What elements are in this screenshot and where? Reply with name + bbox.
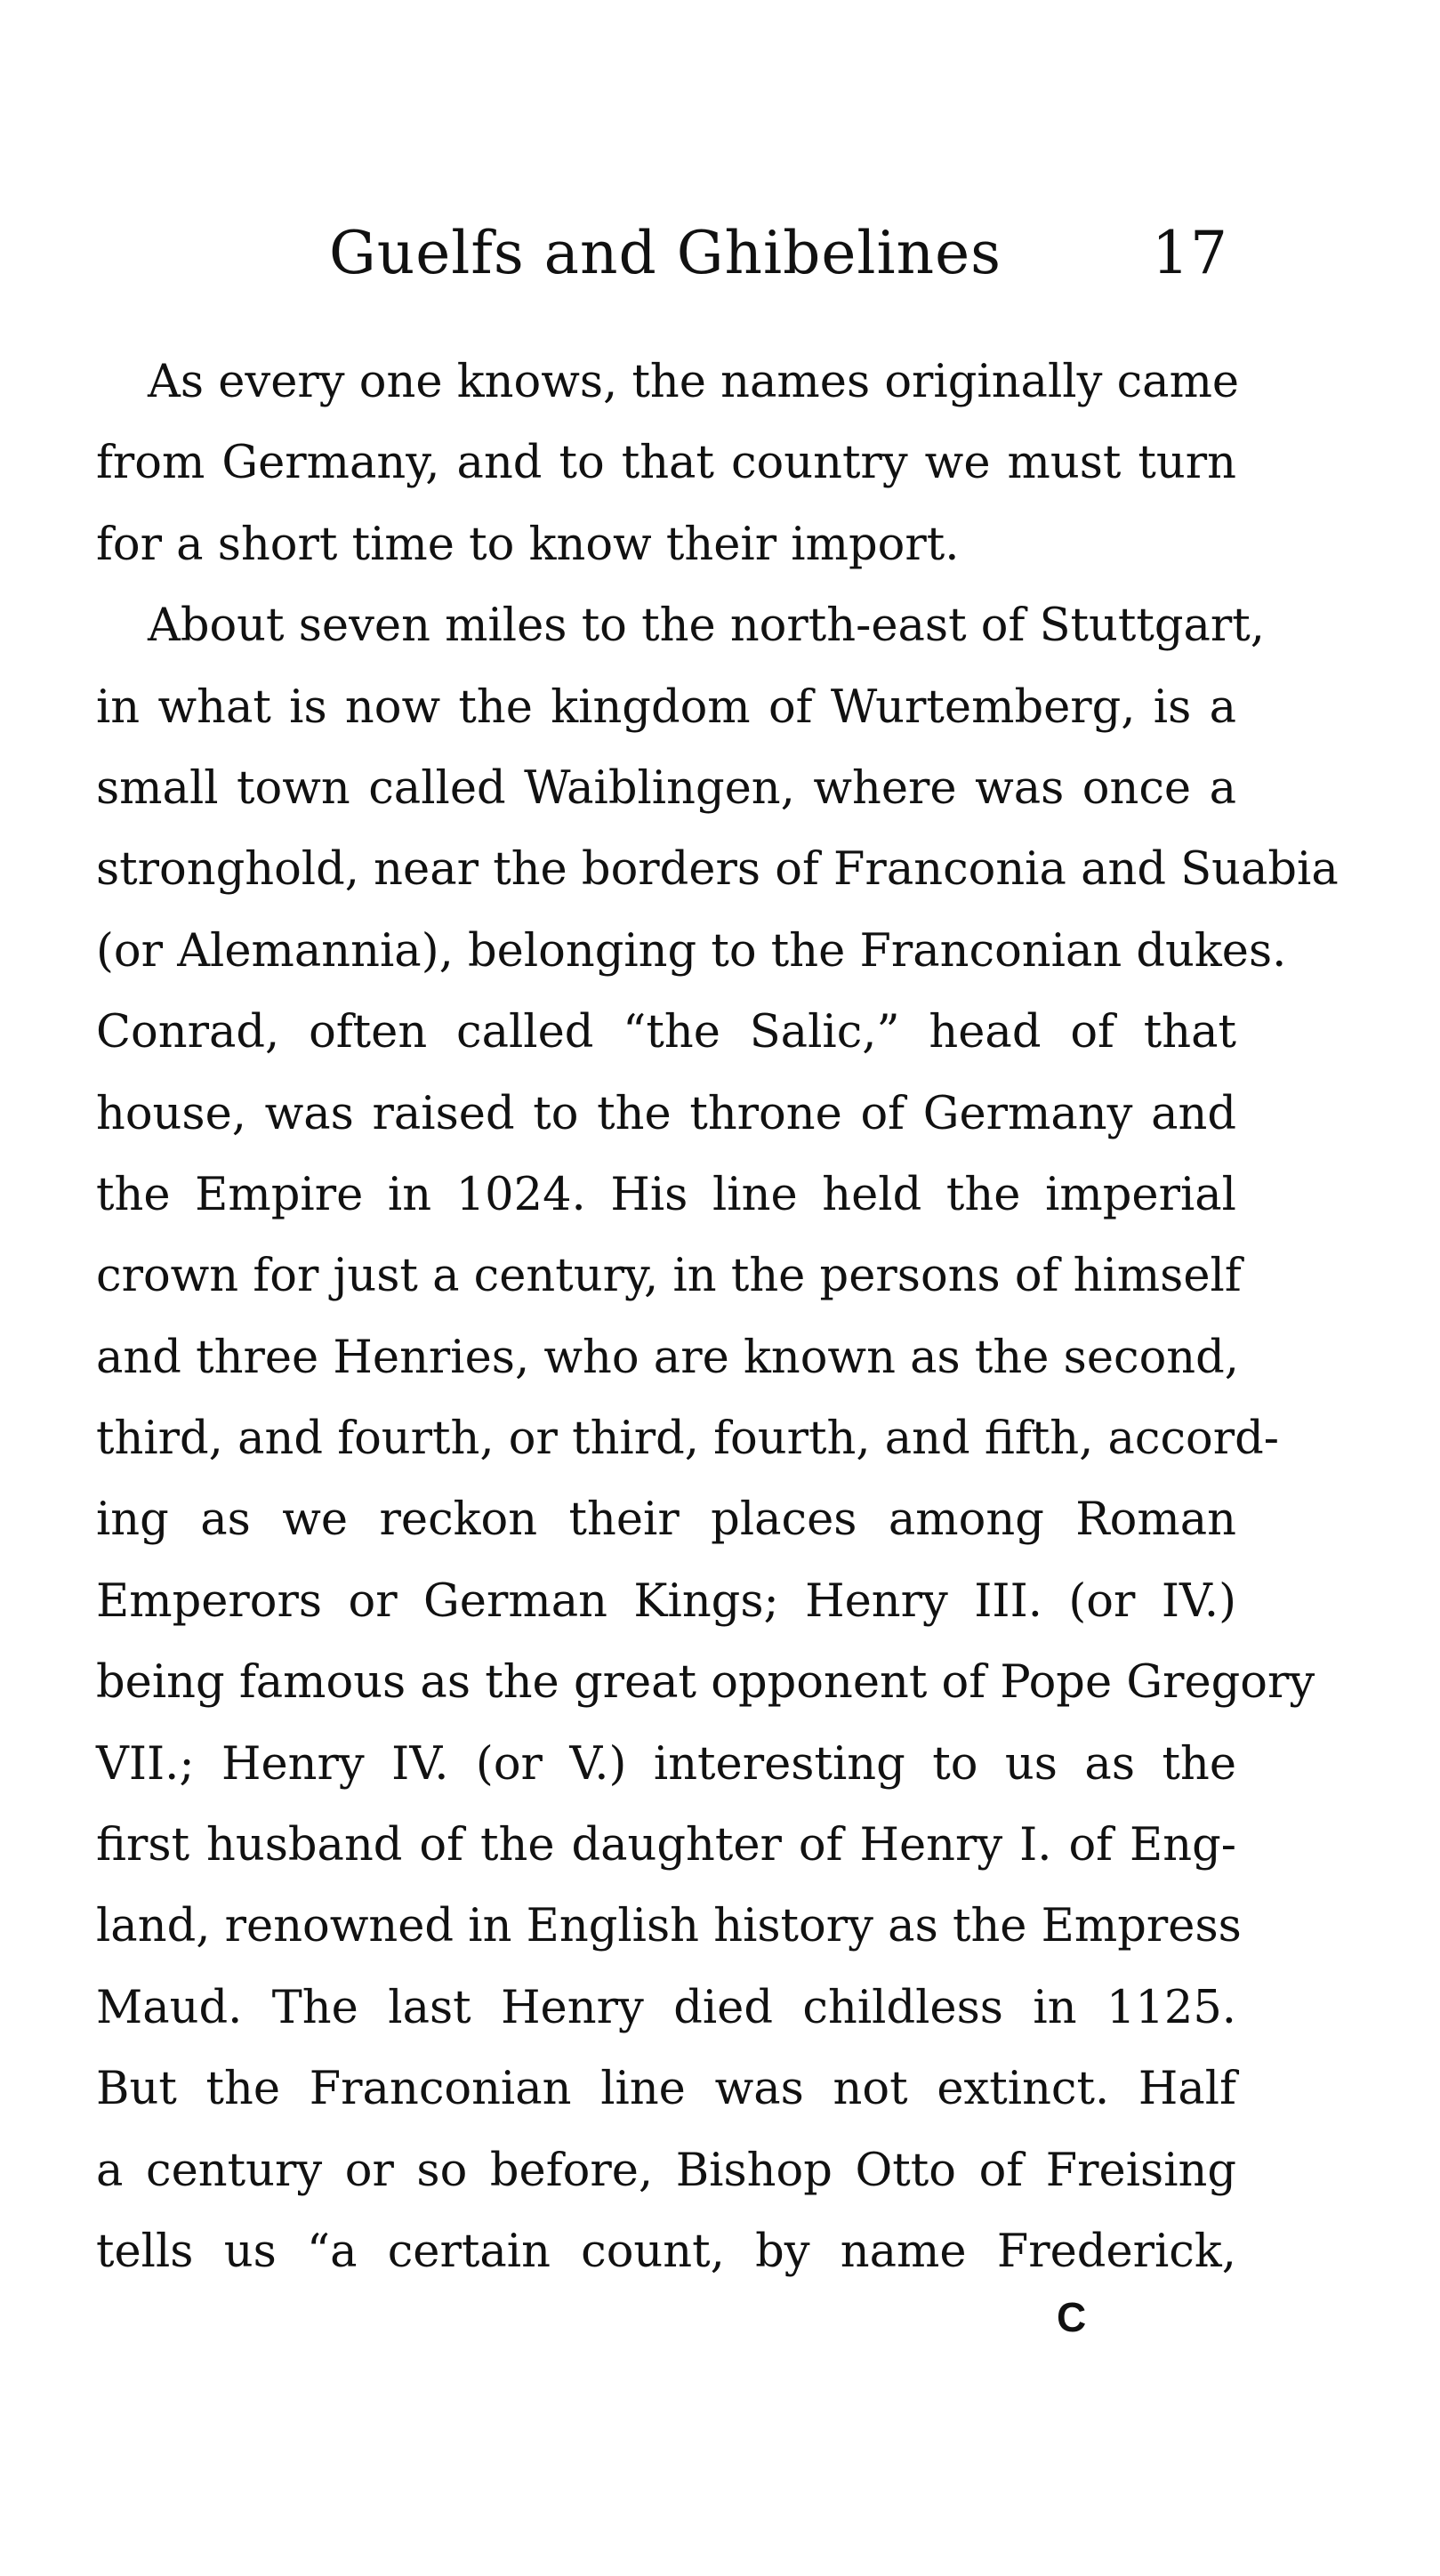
text-line: As every one knows, the names originally came [148,356,1240,408]
text-line: small town called Waiblingen, where was once a [96,761,1236,815]
text-line: stronghold, near the borders of Franconia and Suabia [96,843,1339,897]
text-line: and three Henries, who are known as the second, [96,1331,1239,1384]
text-line: Emperors or German Kings; Henry III. (or IV.) [96,1574,1236,1628]
body-text [96,342,1339,2292]
text-line: About seven miles to the north-east of Stuttgart, [148,600,1265,653]
signature-mark: C [1057,2294,1087,2340]
text-line: third, and fourth, or third, fourth, and fifth, accord- [96,1413,1280,1466]
text-line: in what is now the kingdom of Wurtemberg, is a [96,680,1236,734]
text-line: ing as we reckon their places among Roman [96,1493,1236,1547]
text-line: Conrad, often called “the Salic,” head of that [96,1006,1236,1059]
text-line: from Germany, and to that country we must turn [96,437,1236,490]
text-line: tells us “a certain count, by name Frederick, [96,2225,1236,2278]
text-line: for a short time to know their import. [96,518,960,571]
text-line: first husband of the daughter of Henry I. of Eng- [96,1819,1236,1872]
text-line: land, renowned in English history as the Empress [96,1900,1242,1953]
text-line: a century or so before, Bishop Otto of Freising [96,2144,1236,2197]
page-number: 17 [1152,219,1228,287]
running-title: Guelfs and Ghibelines [329,219,1002,287]
text-line: the Empire in 1024. His line held the imperial [96,1168,1236,1221]
text-line: VII.; Henry IV. (or V.) interesting to us as the [96,1737,1236,1791]
paragraph [96,585,1339,2292]
paragraph [96,342,1240,585]
text-line: Maud. The last Henry died childless in 1125. [96,1981,1236,2034]
text-line: (or Alemannia), belonging to the Franconian dukes. [96,924,1287,978]
text-line: being famous as the great opponent of Pope Gregory [96,1656,1315,1710]
text-line: crown for just a century, in the persons of himself [96,1250,1242,1303]
text-line: But the Franconian line was not extinct. Half [96,2063,1236,2116]
running-head [329,218,1228,289]
text-line: house, was raised to the throne of Germany and [96,1087,1236,1140]
